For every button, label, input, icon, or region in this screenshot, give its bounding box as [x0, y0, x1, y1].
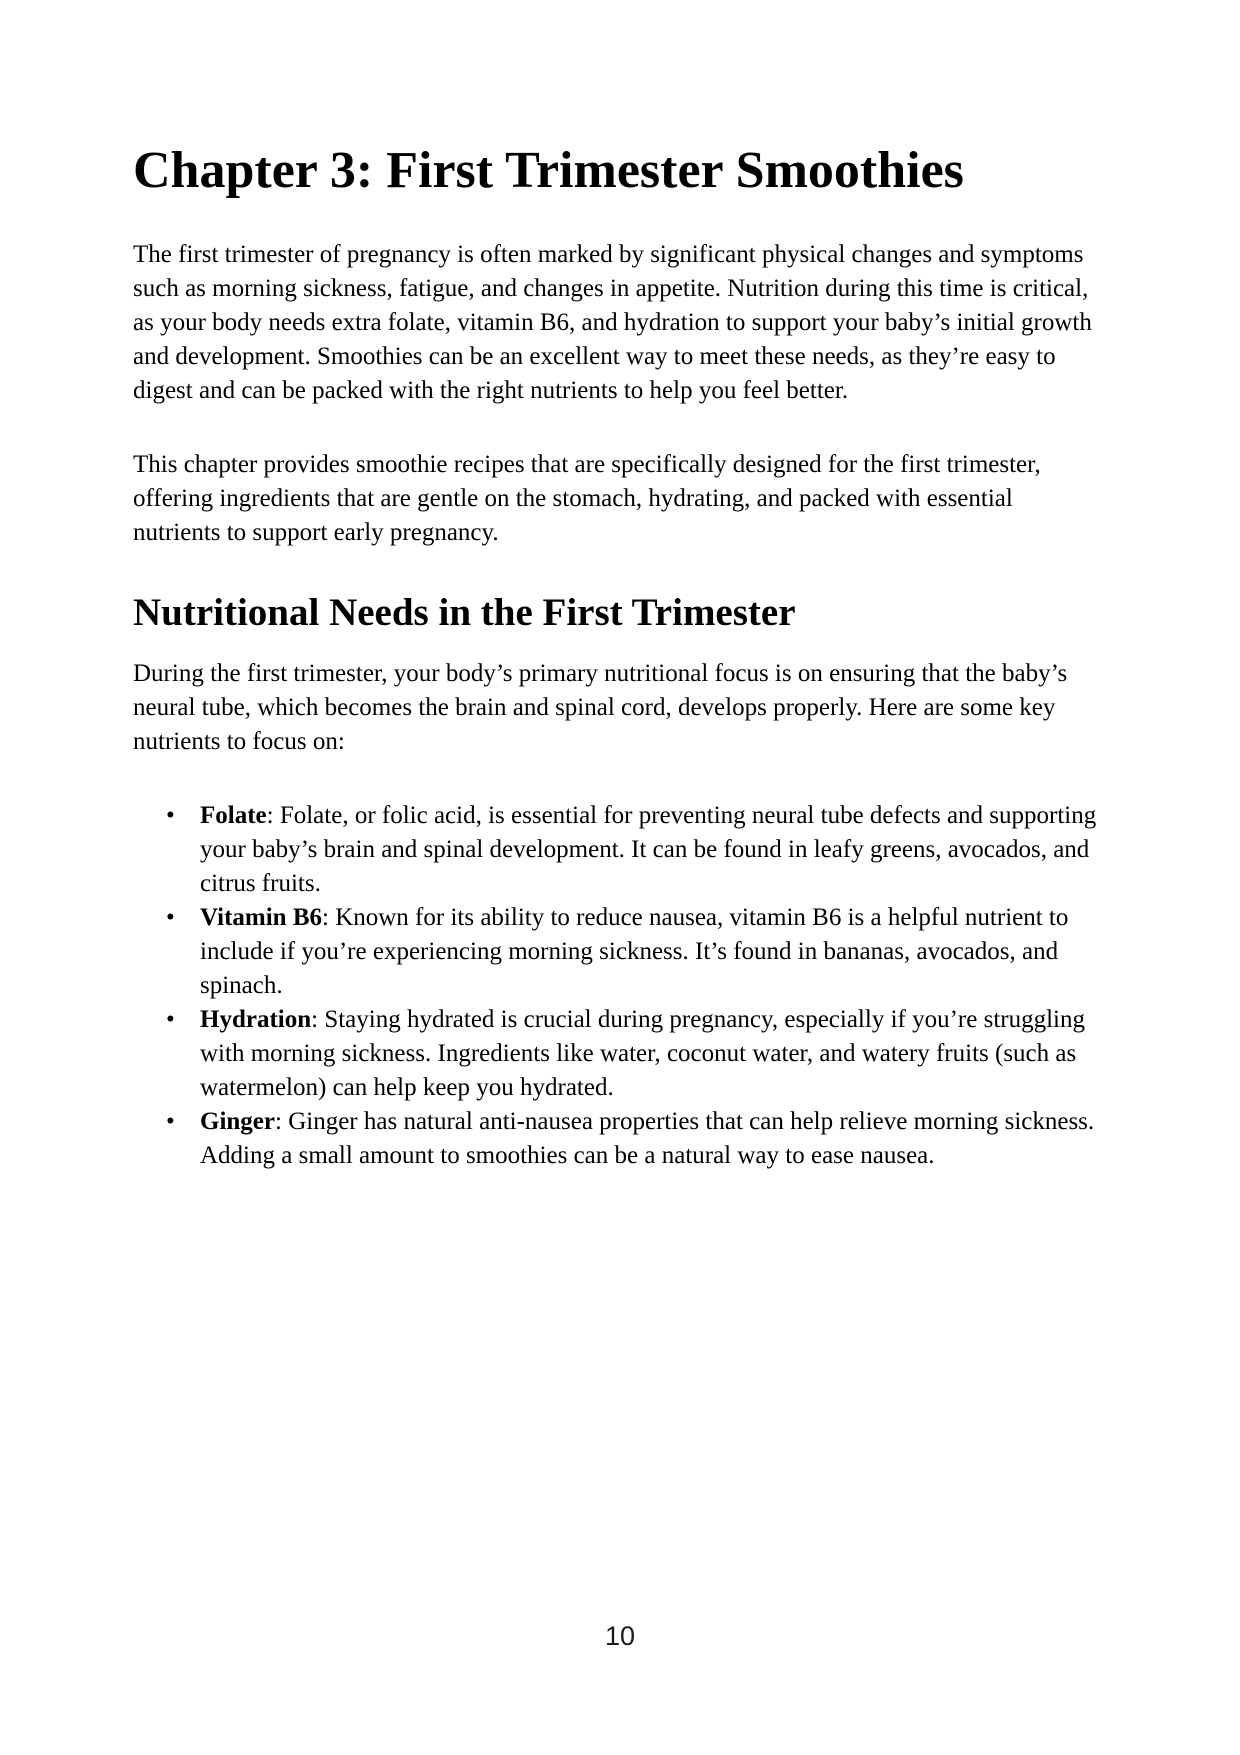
list-item-ginger	[133, 1105, 1098, 1173]
page-number: 10	[604, 1621, 636, 1651]
bullet-icon: •	[166, 1006, 175, 1034]
nutrient-list	[133, 799, 1098, 1173]
bullet-icon: •	[166, 1108, 175, 1136]
nutrient-term: Hydration	[200, 1006, 312, 1034]
nutrient-description: : Known for its ability to reduce nausea, vitamin B6 is a helpful nutrient to include if you’re experiencing morning sickness. It’s found in bananas, avocados, and spinach.	[200, 904, 1069, 1000]
section-intro-paragraph: During the first trimester, your body’s primary nutritional focus is on ensuring that the baby’s neural tube, which becomes the brain and spinal cord, develops properly. Here are some key nutrients to focus on:	[133, 660, 1068, 756]
list-item-hydration	[133, 1003, 1098, 1105]
bullet-icon: •	[166, 802, 175, 830]
nutrient-description: : Staying hydrated is crucial during pregnancy, especially if you’re struggling with morning sickness. Ingredients like water, coconut water, and watery fruits (such as watermelon) can help keep you hydrated.	[200, 1006, 1085, 1102]
nutrient-description: : Ginger has natural anti-nausea properties that can help relieve morning sickness. Adding a small amount to smoothies can be a natural way to ease nausea.	[200, 1108, 1095, 1170]
nutrient-term: Vitamin B6	[200, 904, 322, 932]
nutrient-description: : Folate, or folic acid, is essential for preventing neural tube defects and supporting your baby’s brain and spinal development. It can be found in leafy greens, avocados, and citrus fruits.	[200, 802, 1097, 898]
nutrient-term: Ginger	[200, 1108, 275, 1136]
intro-paragraph-1: The first trimester of pregnancy is often marked by significant physical changes and symptoms such as morning sickness, fatigue, and changes in appetite. Nutrition during this time is critical, as your body needs extra folate, vitamin B6, and hydration to support your baby’s initial growth and development. Smoothies can be an excellent way to meet these needs, as they’re easy to digest and can be packed with the right nutrients to help you feel better.	[133, 241, 1092, 405]
chapter-title: Chapter 3: First Trimester Smoothies	[133, 142, 964, 199]
intro-paragraph-2: This chapter provides smoothie recipes that are specifically designed for the first trimester, offering ingredients that are gentle on the stomach, hydrating, and packed with essential nutrients to support early pregnancy.	[133, 451, 1041, 547]
section-heading: Nutritional Needs in the First Trimester	[133, 591, 796, 635]
list-item-folate	[133, 799, 1098, 901]
nutrient-term: Folate	[200, 802, 267, 830]
list-item-vitamin-b6	[133, 901, 1098, 1003]
bullet-icon: •	[166, 904, 175, 932]
